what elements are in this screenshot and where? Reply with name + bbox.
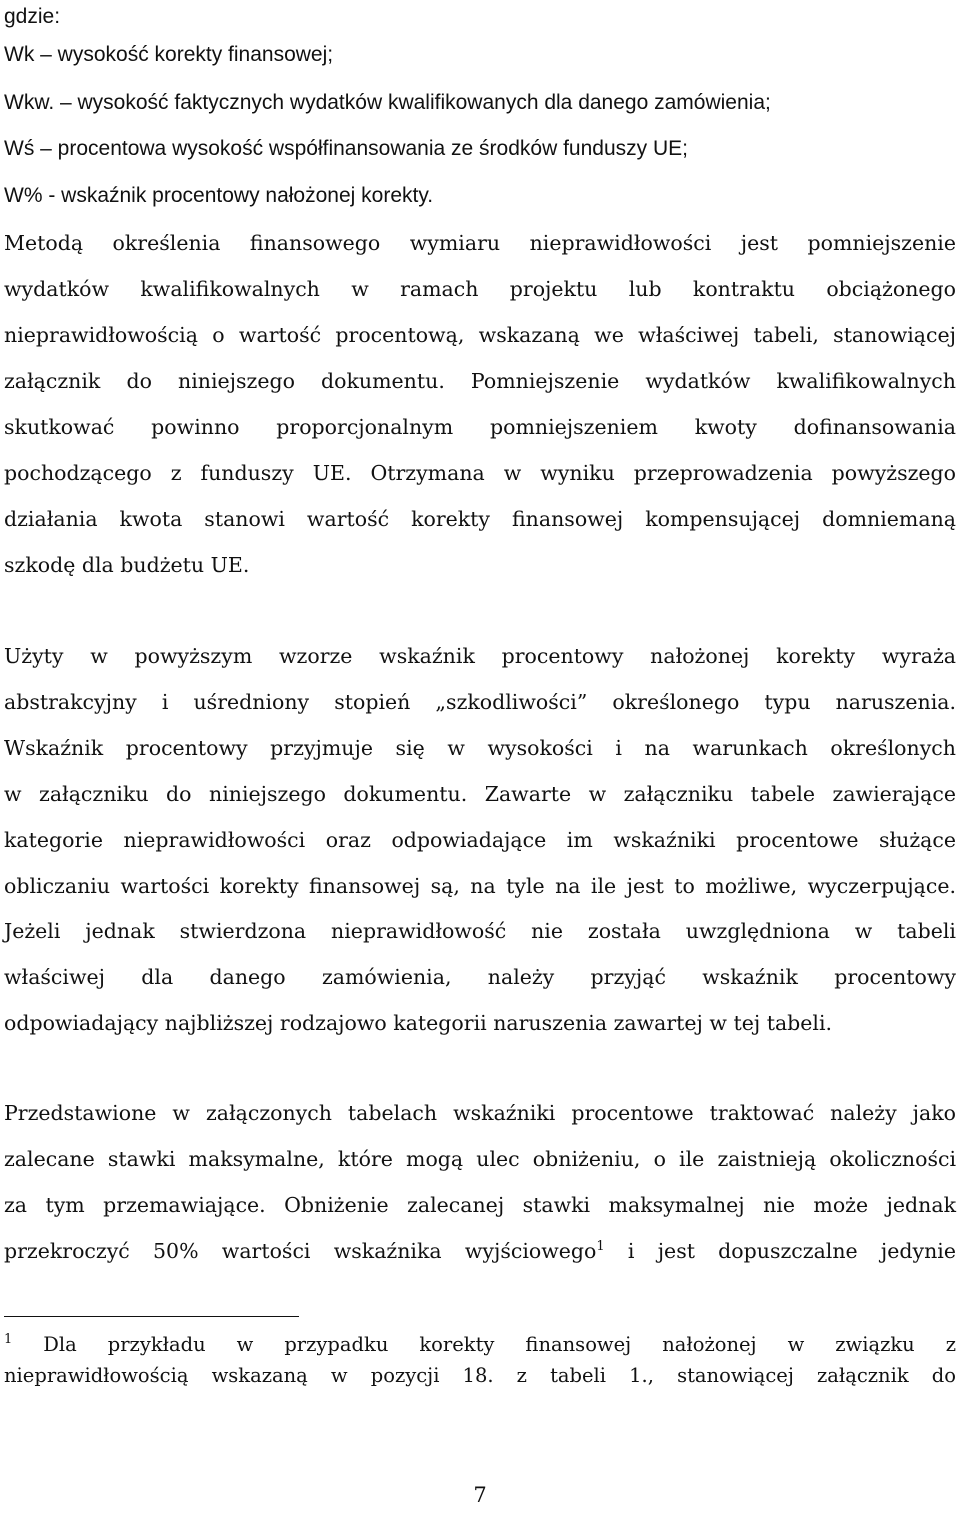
paragraph-3-line-text: i jest dopuszczalne jedynie xyxy=(604,1239,956,1263)
paragraph-3-line-text: przekroczyć 50% wartości wskaźnika wyjściowego xyxy=(4,1239,597,1263)
footnote-reference[interactable]: 1 xyxy=(596,1239,605,1254)
footnote-line: nieprawidłowością wskazaną w pozycji 18. z tabeli 1., stanowiącej załącznik do xyxy=(4,1364,956,1387)
footnote-number: 1 xyxy=(4,1332,13,1347)
paragraph-3-line xyxy=(4,1237,956,1265)
paragraph-1-line: pochodzącego z funduszy UE. Otrzymana w wyniku przeprowadzenia powyższego xyxy=(4,461,956,485)
paragraph-2-line: Wskaźnik procentowy przyjmuje się w wysokości i na warunkach określonych xyxy=(4,736,956,760)
paragraph-3-line: zalecane stawki maksymalne, które mogą ulec obniżeniu, o ile zaistnieją okoliczności xyxy=(4,1147,956,1171)
definition-wp: W% - wskaźnik procentowy nałożonej korekty. xyxy=(4,184,434,207)
paragraph-2-line: Jeżeli jednak stwierdzona nieprawidłowość nie została uwzględniona w tabeli xyxy=(4,919,956,943)
definitions-intro: gdzie: xyxy=(4,5,61,28)
paragraph-2-line: odpowiadający najbliższej rodzajowo kategorii naruszenia zawartej w tej tabeli. xyxy=(4,1011,833,1035)
definition-wk: Wk – wysokość korekty finansowej; xyxy=(4,43,334,66)
page-number: 7 xyxy=(473,1483,487,1507)
footnote-separator xyxy=(4,1316,299,1317)
paragraph-1-line: szkodę dla budżetu UE. xyxy=(4,553,250,577)
footnote-line xyxy=(4,1332,956,1358)
paragraph-2-line: Użyty w powyższym wzorze wskaźnik procentowy nałożonej korekty wyraża xyxy=(4,644,956,668)
paragraph-3-line: za tym przemawiające. Obniżenie zalecanej stawki maksymalnej nie może jednak xyxy=(4,1193,956,1217)
paragraph-2-line: obliczaniu wartości korekty finansowej są, na tyle na ile jest to możliwe, wyczerpujące. xyxy=(4,874,956,898)
definition-wkw: Wkw. – wysokość faktycznych wydatków kwalifikowanych dla danego zamówienia; xyxy=(4,91,771,114)
paragraph-2-line: właściwej dla danego zamówienia, należy przyjąć wskaźnik procentowy xyxy=(4,965,956,989)
paragraph-1-line: działania kwota stanowi wartość korekty finansowej kompensującej domniemaną xyxy=(4,507,956,531)
paragraph-2-line: w załączniku do niniejszego dokumentu. Zawarte w załączniku tabele zawierające xyxy=(4,782,956,806)
paragraph-1-line: nieprawidłowością o wartość procentową, wskazaną we właściwej tabeli, stanowiącej xyxy=(4,323,956,347)
paragraph-1-line: skutkować powinno proporcjonalnym pomniejszeniem kwoty dofinansowania xyxy=(4,415,956,439)
footnote-text: Dla przykładu w przypadku korekty finansowej nałożonej w związku z xyxy=(12,1333,956,1356)
paragraph-1-line: załącznik do niniejszego dokumentu. Pomniejszenie wydatków kwalifikowalnych xyxy=(4,369,956,393)
paragraph-3-line: Przedstawione w załączonych tabelach wskaźniki procentowe traktować należy jako xyxy=(4,1101,956,1125)
paragraph-2-line: kategorie nieprawidłowości oraz odpowiadające im wskaźniki procentowe służące xyxy=(4,828,956,852)
paragraph-2-line: abstrakcyjny i uśredniony stopień „szkodliwości” określonego typu naruszenia. xyxy=(4,690,956,714)
paragraph-1-line: wydatków kwalifikowalnych w ramach projektu lub kontraktu obciążonego xyxy=(4,277,956,301)
definition-ws: Wś – procentowa wysokość współfinansowania ze środków funduszy UE; xyxy=(4,137,688,160)
paragraph-1-line: Metodą określenia finansowego wymiaru nieprawidłowości jest pomniejszenie xyxy=(4,231,956,255)
